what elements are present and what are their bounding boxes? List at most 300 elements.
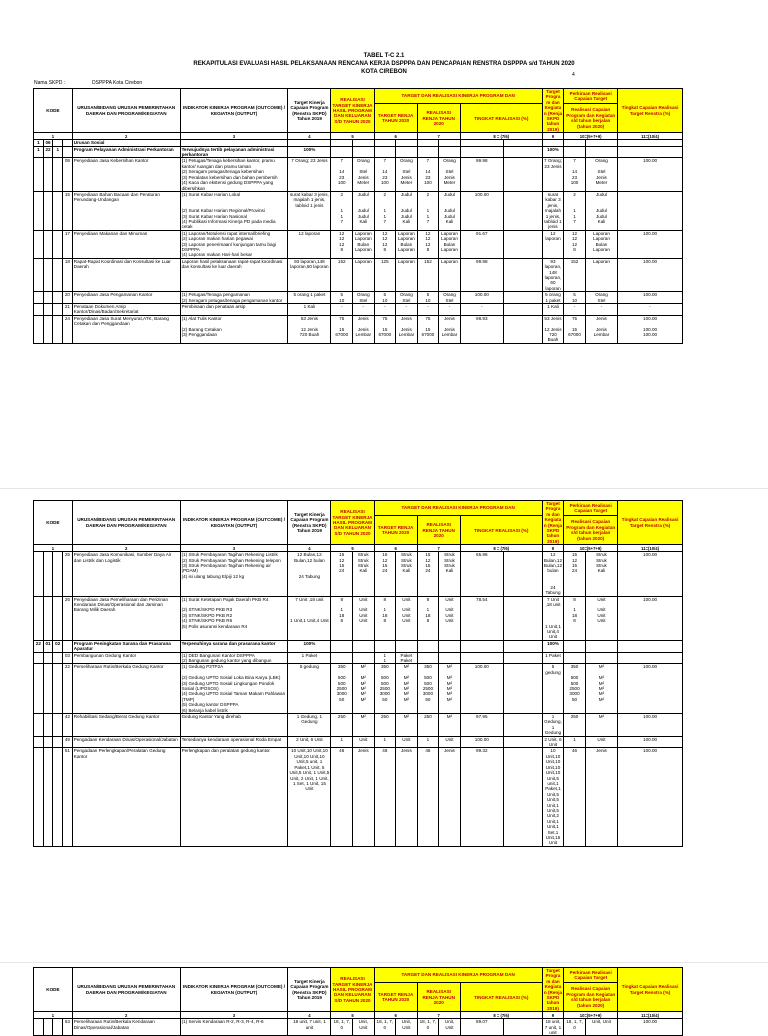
colnum: 7 <box>417 545 460 552</box>
colnum: 1 <box>34 545 73 552</box>
program-kegiatan: Pembangunan Gedung Kantor <box>72 652 180 664</box>
skpd-label: Nama SKPD : <box>34 80 66 86</box>
realisasi-target-value: 8 1 18 8 <box>331 596 353 640</box>
col-kode: KODE <box>34 501 73 545</box>
col-tingkat-realisasi: TINGKAT REALISASI (%) <box>460 516 542 545</box>
kode-2 <box>43 258 53 291</box>
target-program: 93 laporan,148 laporan,60 laporan <box>542 258 564 291</box>
kode-2 <box>43 304 53 316</box>
indikator-kinerja: (1) Petugas/Tenaga pengamanan (2) Seragam petugas/tenaga pengamanan kantor <box>180 292 288 304</box>
colnum: 11=(10/4) <box>618 133 683 140</box>
page-3 <box>0 964 768 1036</box>
target-renja-value: 8 1 18 8 <box>374 596 396 640</box>
target-renja-unit: Unit Unit Unit Unit <box>396 596 418 640</box>
colnum: 3 <box>180 1012 288 1019</box>
realisasi-renja-unit: Judul Judul Judul Kali <box>439 191 461 230</box>
realisasi-target-value: 152 <box>331 258 353 291</box>
target-renja-unit: Unit, Unit <box>396 1019 418 1036</box>
kode-3 <box>53 736 63 748</box>
kode-3 <box>53 230 63 258</box>
colnum: 7 <box>417 1012 460 1019</box>
realisasi-renja-unit: M² <box>439 714 461 737</box>
perkiraan-value: 15 12 15 24 <box>564 552 586 596</box>
kode-2 <box>43 191 53 230</box>
table-row <box>34 191 683 230</box>
colnum: 2 <box>72 545 180 552</box>
report-table-2 <box>33 500 683 847</box>
perkiraan-unit <box>585 652 617 664</box>
colnum: 8 = (7/6) <box>460 1012 542 1019</box>
realisasi-target-unit: M² M² M² M² M² M² <box>353 664 375 714</box>
perkiraan-value: 75 15 67000 <box>564 315 586 343</box>
indikator-kinerja: (1) Gedung P3TP2A (2) Gedung UPTD Sosial Loka Bina Karya (LBK) (3) Gedung UPTD Sosial Lingkungan Pondok Sosial (LIPOSOS) (4) Gedung UPTD Sosial Taman Makam Pahlawan (TMP) (5) Gedung kantor DSPPPA (6) Belanja kabel listrik <box>180 664 288 714</box>
perkiraan-unit: Unit Unit Unit Unit <box>585 596 617 640</box>
realisasi-renja-unit: Jenis <box>439 748 461 846</box>
tingkat-realisasi: 100.00 <box>460 664 503 714</box>
realisasi-renja-unit: Unit <box>439 736 461 748</box>
target-program: 10 Unit,10 Unit,10 Unit,10 Unit,10 Unit,5 unit,1 Paket,1 Unit,5 Unit,5 Unit,1 Unit,5 Unit,2 Unit,1 Unit,1 Set,1 Unit,15 Unit <box>542 748 564 846</box>
target-program: 7 Orang; 23 Jenis <box>542 158 564 191</box>
program-kegiatan: Pemeliharaan Rutin/Berkala Kendaraan Dinas/Operasional/Jabatan <box>72 1019 180 1036</box>
target-program: 5 gedung <box>542 664 564 714</box>
table-row <box>34 552 683 596</box>
kode-4: 24 <box>63 315 73 343</box>
table-row <box>34 714 683 737</box>
colnum: 6 <box>374 1012 417 1019</box>
target-renja-unit: Laporan Laporan Bulan Laporan <box>396 230 418 258</box>
perkiraan-unit: Struk Struk Struk Kali <box>585 552 617 596</box>
realisasi-renja-unit <box>439 146 461 158</box>
skpd-value: DSPPPA Kota Cirebon <box>92 80 143 86</box>
program-kegiatan: Pengadaan Kendaraan Dinas/Operasional/Jabatan <box>72 736 180 748</box>
table-row <box>34 1019 683 1036</box>
col-perkiraan: Realisasi Capaian Program dan Kegiatan s/d tahun berjalan (tahun 2020) <box>564 983 618 1012</box>
kode-2 <box>43 714 53 737</box>
kode-3 <box>53 552 63 596</box>
kode-4: 20 <box>63 292 73 304</box>
tingkat-realisasi: 89.07 <box>460 1019 503 1036</box>
col-perkiraan-group: Perkiraan Realisasi Capaian Target <box>564 501 618 516</box>
perkiraan-value: 152 <box>564 258 586 291</box>
col-tingkat-renstra: Tingkat Capaian Realisasi Target Renstra (%) <box>618 89 683 133</box>
realisasi-target-unit <box>353 146 375 158</box>
target-renja-value: 15 12 15 24 <box>374 552 396 596</box>
perkiraan-value <box>564 652 586 664</box>
target-program: 2 Unit, 6 Unit <box>542 736 564 748</box>
kode-2 <box>43 315 53 343</box>
realisasi-renja-value <box>417 146 439 158</box>
tingkat-realisasi: 98.93 <box>460 315 503 343</box>
realisasi-renja-value <box>417 652 439 664</box>
realisasi-target-unit: Orang Stel Jenis Meter <box>353 158 375 191</box>
target-renja-value: 46 <box>374 748 396 846</box>
kode-4: 08 <box>63 158 73 191</box>
kode-4: 25 <box>63 552 73 596</box>
kode-2 <box>43 230 53 258</box>
target-renja-unit: Paket Paket <box>396 652 418 664</box>
perkiraan-unit: Orang Stel <box>585 292 617 304</box>
target-renstra: 12 laporan <box>288 230 331 258</box>
col-indikator: INDIKATOR KINERJA PROGRAM (OUTCOME) / KEGIATAN (OUTPUT) <box>180 968 288 1012</box>
tingkat-renstra: 100.00 <box>618 258 683 291</box>
target-program: 18 unit, 7 unit, 1 unit <box>542 1019 564 1036</box>
realisasi-renja-value: 8 1 18 8 <box>417 596 439 640</box>
realisasi-target-value: - <box>331 304 353 316</box>
colnum: 9 <box>542 545 564 552</box>
realisasi-renja-unit: - <box>439 304 461 316</box>
kode-1 <box>34 258 44 291</box>
indikator-kinerja: Terwujudnya tertib pelayanan administrasi perkantoran <box>180 146 288 158</box>
col-realisasi-renja: REALISASI RENJA TAHUN 2020 <box>417 104 460 133</box>
target-program: 53 Jenis 12 Jenis 720 Buah <box>542 315 564 343</box>
kode-3 <box>53 315 63 343</box>
target-renstra: 100% <box>288 146 331 158</box>
col-indikator: INDIKATOR KINERJA PROGRAM (OUTCOME) / KEGIATAN (OUTPUT) <box>180 501 288 545</box>
indikator-kinerja: (1) Alat Tulis Kantor (2) Barang Cetakan (3) Penggandaan <box>180 315 288 343</box>
tingkat-realisasi: 100.00 <box>460 736 503 748</box>
tingkat-renstra <box>618 191 683 230</box>
target-renstra: 18 unit, 7 unit, 1 unit <box>288 1019 331 1036</box>
table-row <box>34 146 683 158</box>
target-renstra: 53 Jenis 12 Jenis 720 Buah <box>288 315 331 343</box>
realisasi-target-unit: Judul Judul Judul Kali <box>353 191 375 230</box>
target-renja-unit: Judul Judul Judul Kali <box>396 191 418 230</box>
kode-3 <box>53 292 63 304</box>
realisasi-renja-unit: Laporan <box>439 258 461 291</box>
col-tingkat-renstra: Tingkat Capaian Realisasi Target Renstra (%) <box>618 501 683 545</box>
target-renstra: surat kabar 3 jenis, majalah 1 jenis, tabloid 1 jenis <box>288 191 331 230</box>
page-1 <box>0 0 768 480</box>
indikator-kinerja: Tersedianya kendaraan operasional Roda Empat <box>180 736 288 748</box>
realisasi-renja-value: 15 12 15 24 <box>417 552 439 596</box>
realisasi-target-value: 46 <box>331 748 353 846</box>
realisasi-target-unit: Laporan Laporan Bulan Laporan <box>353 230 375 258</box>
target-renja-value: 12 12 12 8 <box>374 230 396 258</box>
target-program: surat kabar 3 jenis, majalah 1 jenis, tabloid 1 jenis <box>542 191 564 230</box>
target-renstra: 5 orang 1 paket <box>288 292 331 304</box>
kode-2 <box>43 158 53 191</box>
realisasi-target-unit: Unit, Unit <box>353 1019 375 1036</box>
colnum: 4 <box>288 545 331 552</box>
page-2 <box>0 490 768 960</box>
col-urusan: URUSAN/BIDANG URUSAN PEMERINTAHAN DAERAH DAN PROGRAM/KEGIATAN <box>72 89 180 133</box>
realisasi-renja-value: 7 14 23 100 <box>417 158 439 191</box>
colnum: 6 <box>374 133 417 140</box>
col-perkiraan-group: Perkiraan Realisasi Capaian Target <box>564 89 618 104</box>
tingkat-realisasi <box>460 640 503 652</box>
col-realisasi-renja: REALISASI RENJA TAHUN 2020 <box>417 516 460 545</box>
kode-4: 49 <box>63 736 73 748</box>
program-kegiatan: Penyediaan Jasa Komunikasi, Sumber Daya Air dan Listrik dan Logistik <box>72 552 180 596</box>
program-kegiatan: Penyediaan Jasa Pemeliharaan dan Perizinan Kendaraan Dinas/Operasional dan Jaminan Barang Milik Daerah <box>72 596 180 640</box>
target-renstra: 7 Orang; 23 Jenis <box>288 158 331 191</box>
target-renja-value: 75 15 67000 <box>374 315 396 343</box>
kode-3 <box>53 258 63 291</box>
tingkat-realisasi: - <box>460 304 503 316</box>
col-realisasi-renja: REALISASI RENJA TAHUN 2020 <box>417 983 460 1012</box>
realisasi-renja-value: 1 <box>417 736 439 748</box>
report-city: KOTA CIREBON <box>361 69 407 75</box>
realisasi-target-value: 18, 1, 7, 0 <box>331 1019 353 1036</box>
col-realisasi-target: REALISASI TARGET KINERJA HASIL PROGRAM DAN KELUARAN S/D TAHUN 2020 <box>331 501 374 545</box>
col-perkiraan: Realisasi Capaian Program dan Kegiatan s/d tahun berjalan (tahun 2020) <box>564 516 618 545</box>
kode-1 <box>34 652 44 664</box>
perkiraan-unit <box>585 146 617 158</box>
kode-1 <box>34 596 44 640</box>
colnum: 1 <box>34 1012 73 1019</box>
target-renja-unit: M² <box>396 714 418 737</box>
target-renja-value <box>374 146 396 158</box>
tingkat-realisasi: 78.54 <box>460 596 503 640</box>
realisasi-renja-value: 2 1 1 7 <box>417 191 439 230</box>
realisasi-target-unit: - <box>353 304 375 316</box>
kode-1 <box>34 714 44 737</box>
col-perkiraan: Realisasi Capaian Program dan Kegiatan s/d tahun berjalan (tahun 2020) <box>564 104 618 133</box>
target-renstra: 100% <box>288 640 331 652</box>
perkiraan-value: 8 1 18 8 <box>564 596 586 640</box>
target-renja-value: 5 10 <box>374 292 396 304</box>
col-target-realisasi-group: TARGET DAN REALISASI KINERJA PROGRAM DAN <box>374 968 542 983</box>
kode-2 <box>43 1019 53 1036</box>
realisasi-renja-unit: Laporan Laporan Bulan Laporan <box>439 230 461 258</box>
perkiraan-unit: Unit, Unit <box>585 1019 617 1036</box>
kode-2: 06 <box>43 140 53 146</box>
program-kegiatan: Penyediaan Bahan Bacaan dan Peraturan Perundang-Undangan <box>72 191 180 230</box>
realisasi-target-value: 1 <box>331 736 353 748</box>
perkiraan-unit <box>585 640 617 652</box>
kode-3: 02 <box>53 640 63 652</box>
realisasi-target-value: 12 12 12 8 <box>331 230 353 258</box>
program-kegiatan: Penataan Dokumen Arsip Kantor/Dinas/Badan/Sekretariat <box>72 304 180 316</box>
kode-4: 21 <box>63 304 73 316</box>
indikator-kinerja: (1) Surat Kabar Harian Lokal (2) Surat Kabar Harian Regional/Provinsi (3) Surat Kabar Harian Nasional (4) Publikasi Informasi Kinerja PD pada media cetak <box>180 191 288 230</box>
kode-2 <box>43 652 53 664</box>
realisasi-target-value: 75 15 67000 <box>331 315 353 343</box>
colnum: 1 <box>34 133 73 140</box>
realisasi-target-value <box>331 652 353 664</box>
tingkat-realisasi: 91.67 <box>460 230 503 258</box>
tingkat-renstra <box>618 652 683 664</box>
table-row <box>34 258 683 291</box>
col-target-renja: TARGET RENJA TAHUN 2020 <box>374 983 417 1012</box>
kode-1 <box>34 736 44 748</box>
table-row <box>34 596 683 640</box>
realisasi-target-value: 250 <box>331 714 353 737</box>
col-kode: KODE <box>34 968 73 1012</box>
col-target-realisasi-group: TARGET DAN REALISASI KINERJA PROGRAM DAN <box>374 501 542 516</box>
colnum: 3 <box>180 545 288 552</box>
indikator-kinerja: (1) Surat Ketetapan Pajak Daerah PKB R4 (2) STNK/SKPD PKB R3 (3) STNK/SKPD PKB R2 (4) STNK/SKPD PKB R6 (5) Polis asuransi kendaraan R4 <box>180 596 288 640</box>
col-indikator: INDIKATOR KINERJA PROGRAM (OUTCOME) / KEGIATAN (OUTPUT) <box>180 89 288 133</box>
kode-3: 1 <box>53 146 63 158</box>
table-row <box>34 158 683 191</box>
realisasi-renja-unit: M² M² M² M² M² M² <box>439 664 461 714</box>
realisasi-target-value: 15 12 15 24 <box>331 552 353 596</box>
table-row <box>34 664 683 714</box>
realisasi-target-unit: Struk Struk Struk Kali <box>353 552 375 596</box>
tingkat-realisasi: 99.98 <box>460 158 503 191</box>
indikator-kinerja: (1) Petugas/Tenaga kebersihan kantor, pramu kantor/ ruangan dan pramu taman (2) Seragam petugas/tenaga kebersihan (3) Peralatan kebersihan dan bahan pembersih (4) Kaca dan ekstensi gedung DSPPPA yang dibersihkan <box>180 158 288 191</box>
target-renstra: 93 laporan,148 laporan,60 laporan <box>288 258 331 291</box>
kode-4: 15 <box>63 191 73 230</box>
colnum: 10=(5+7+9) <box>564 545 618 552</box>
report-table-3 <box>33 967 683 1036</box>
col-target-renstra: Target Kinerja Capaian Program (Renstra SKPD) Tahun 2019 <box>288 968 331 1012</box>
kode-3 <box>53 304 63 316</box>
target-renja-value: 7 14 23 100 <box>374 158 396 191</box>
target-renja-unit: Laporan <box>396 258 418 291</box>
col-realisasi-target: REALISASI TARGET KINERJA HASIL PROGRAM DAN KELUARAN S/D TAHUN 2020 <box>331 89 374 133</box>
table-row <box>34 652 683 664</box>
realisasi-renja-value: 75 15 67000 <box>417 315 439 343</box>
tingkat-renstra: 100.00 <box>618 736 683 748</box>
table-row <box>34 292 683 304</box>
indikator-kinerja: (1) DED Bangunan Kantor DSPPPA (2) Bangunan gedung kantor yang dibangun <box>180 652 288 664</box>
perkiraan-unit: - <box>585 304 617 316</box>
program-kegiatan: Rehabilitasi Sedang/Berat Gedung Kantor <box>72 714 180 737</box>
realisasi-target-unit: Laporan <box>353 258 375 291</box>
perkiraan-value: 46 <box>564 748 586 846</box>
report-table-1 <box>33 88 683 344</box>
colnum: 2 <box>72 133 180 140</box>
program-kegiatan: Pemeliharaan Rutin/Berkala Gedung Kantor <box>72 664 180 714</box>
target-renstra: 1 Paket <box>288 652 331 664</box>
kode-2 <box>43 736 53 748</box>
colnum: 10=(5+7+9) <box>564 133 618 140</box>
tingkat-realisasi <box>460 146 503 158</box>
tingkat-renstra: 100.00 <box>618 230 683 258</box>
target-renja-value: - <box>374 304 396 316</box>
perkiraan-value: 2 1 1 7 <box>564 191 586 230</box>
colnum: 4 <box>288 133 331 140</box>
perkiraan-unit: Unit <box>585 736 617 748</box>
tingkat-realisasi: 100.00 <box>460 292 503 304</box>
target-renja-unit <box>396 146 418 158</box>
target-renja-unit: - <box>396 304 418 316</box>
perkiraan-value: 250 <box>564 714 586 737</box>
realisasi-target-value: 5 10 <box>331 292 353 304</box>
target-renja-value: 1 1 <box>374 652 396 664</box>
colnum: 11=(10/4) <box>618 1012 683 1019</box>
col-kode: KODE <box>34 89 73 133</box>
realisasi-renja-value: 5 10 <box>417 292 439 304</box>
target-renstra: 5 gedung <box>288 664 331 714</box>
realisasi-target-value: 7 14 23 100 <box>331 158 353 191</box>
perkiraan-value: 5 10 <box>564 292 586 304</box>
kode-1 <box>34 292 44 304</box>
program-kegiatan: Pengadaan Perlengkapan/Peralatan Gedung Kantor <box>72 748 180 846</box>
table-row <box>34 315 683 343</box>
realisasi-renja-value: 152 <box>417 258 439 291</box>
perkiraan-value <box>564 640 586 652</box>
col-target-program: Target Program dan Kegiatan (Renja SKPD tahun 2019) <box>543 501 563 544</box>
realisasi-renja-unit: Unit, Unit <box>439 1019 461 1036</box>
target-program: 1 Kali <box>542 304 564 316</box>
indikator-kinerja: Gedung Kantor Yang direhab <box>180 714 288 737</box>
kode-1 <box>34 1019 44 1036</box>
target-renja-unit: Orang Stel Jenis Meter <box>396 158 418 191</box>
target-program: 12 laporan <box>542 230 564 258</box>
header-right-number: 4 <box>572 72 575 78</box>
realisasi-target-unit: Orang Stel <box>353 292 375 304</box>
col-tingkat-realisasi: TINGKAT REALISASI (%) <box>460 104 542 133</box>
colnum: 5 <box>331 133 374 140</box>
program-kegiatan: Penyediaan Jasa Kebersihan Kantor <box>72 158 180 191</box>
realisasi-renja-unit <box>439 652 461 664</box>
realisasi-renja-unit: Orang Stel <box>439 292 461 304</box>
target-program: 1 Paket <box>542 652 564 664</box>
kode-1 <box>34 552 44 596</box>
target-renja-unit: Jenis <box>396 748 418 846</box>
realisasi-target-value <box>331 640 353 652</box>
target-renstra: 2 Unit, 6 Unit <box>288 736 331 748</box>
kode-1: 1 <box>34 146 44 158</box>
indikator-kinerja: (1) Laporan/Notulensi rapat internal/briefing (2) Laporan makan harian pegawai (3) Laporan penerimaan/ kunjungan tamu bagi DSPPPA (4) Laporan makan Hari-hari besar <box>180 230 288 258</box>
col-target-renstra: Target Kinerja Capaian Program (Renstra SKPD) Tahun 2019 <box>288 501 331 545</box>
kode-2 <box>43 552 53 596</box>
colnum: 4 <box>288 1012 331 1019</box>
program-kegiatan: Penyediaan Makanan dan Minuman <box>72 230 180 258</box>
kode-2: 22 <box>43 146 53 158</box>
kode-2 <box>43 596 53 640</box>
realisasi-renja-unit <box>439 640 461 652</box>
kode-1 <box>34 315 44 343</box>
realisasi-target-unit: Unit <box>353 736 375 748</box>
col-target-renja: TARGET RENJA TAHUN 2020 <box>374 516 417 545</box>
col-target-program: Target Program dan Kegiatan (Renja SKPD tahun 2019) <box>543 968 563 1011</box>
kode-4: 53 <box>63 1019 73 1036</box>
target-renja-value: 125 <box>374 258 396 291</box>
program-kegiatan: Program Pelayanan Administrasi Perkantoran <box>72 146 180 158</box>
target-renstra: 12 Bulan,12 Bulan,12 bulan 24 Tabung <box>288 552 331 596</box>
col-target-renstra: Target Kinerja Capaian Program (Renstra SKPD) Tahun 2019 <box>288 89 331 133</box>
tingkat-renstra <box>618 640 683 652</box>
realisasi-target-value <box>331 146 353 158</box>
kode-3 <box>53 664 63 714</box>
target-renja-unit: Unit <box>396 736 418 748</box>
colnum: 11=(10/4) <box>618 545 683 552</box>
realisasi-renja-value: - <box>417 304 439 316</box>
target-renja-unit: Jenis Jenis Lembar <box>396 315 418 343</box>
tingkat-renstra: 100.00 <box>618 552 683 596</box>
col-tingkat-renstra: Tingkat Capaian Realisasi Target Renstra (%) <box>618 968 683 1012</box>
perkiraan-value: 7 14 23 100 <box>564 158 586 191</box>
tingkat-renstra: 100.00 <box>618 664 683 714</box>
colnum: 9 <box>542 1012 564 1019</box>
perkiraan-unit: M² M² M² M² M² M² <box>585 664 617 714</box>
target-program: 100% <box>542 146 564 158</box>
kode-4: 51 <box>63 748 73 846</box>
target-renstra: 1 Gedung, 1 Gedung <box>288 714 331 737</box>
kode-3 <box>53 748 63 846</box>
target-renja-value: 250 <box>374 714 396 737</box>
table-row <box>34 230 683 258</box>
tingkat-realisasi <box>460 652 503 664</box>
perkiraan-value: 18, 1, 7, 0 <box>564 1019 586 1036</box>
tingkat-renstra: 100.00 <box>618 158 683 191</box>
kode-1 <box>34 748 44 846</box>
kode-3 <box>53 596 63 640</box>
colnum: 7 <box>417 133 460 140</box>
realisasi-target-value: 350 500 500 2500 3000 50 <box>331 664 353 714</box>
kode-2: 01 <box>43 640 53 652</box>
colnum: 10=(5+7+9) <box>564 1012 618 1019</box>
kode-4: 17 <box>63 230 73 258</box>
kode-1: 1 <box>34 140 44 146</box>
realisasi-target-unit <box>353 652 375 664</box>
program-kegiatan: Rapat-Rapat Koordinasi dan Konsultasi ke Luar Daerah <box>72 258 180 291</box>
perkiraan-value: 350 500 500 2500 3000 50 <box>564 664 586 714</box>
